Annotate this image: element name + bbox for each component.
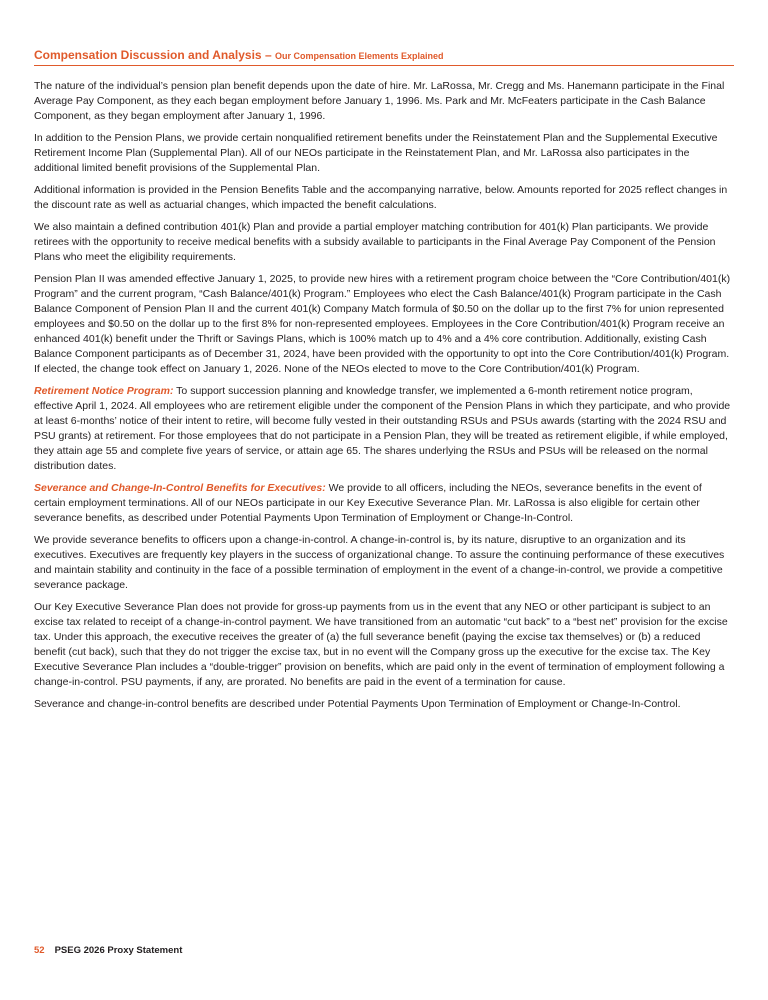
header-separator: – xyxy=(261,48,275,62)
paragraph-severance xyxy=(34,481,734,526)
paragraph-text: Our Key Executive Severance Plan does not provide for gross-up payments from us in the event that any NEO or other participant is subject to an excise tax related to receipt of a change-in-control payment. We have transitioned from an automatic “cut back” to a “best net” provision for the excise tax. Under this approach, the executive receives the greater of (a) the full severance benefit (paying the excise tax themselves) or (b) a reduced benefit (cut back), such that they do not trigger the excise tax, but in no event will the Company gross up the executive for the excise tax. The Key Executive Severance Plan includes a “double-trigger” provision on benefits, which are paid only in the event of termination of employment following a change-in-control. PSU payments, if any, are prorated. No benefits are paid in the event of a termination for cause. xyxy=(34,601,728,688)
paragraph-text: The nature of the individual’s pension plan benefit depends upon the date of hire. Mr. LaRossa, Mr. Cregg and Ms. Hanemann participate in the Final Average Pay Component, as they each began employment before January 1, 1996. Ms. Park and Mr. McFeaters participate in the Cash Balance Component, as they began employment after January 1, 1996. xyxy=(34,80,725,122)
paragraph-text: We provide to all officers, including the NEOs, severance benefits in the event of certain employment terminations. All of our NEOs participate in our Key Executive Severance Plan. Mr. LaRossa is also eligible for certain other severance benefits, as described under Potential Payments Upon Termination of Employment or Change-In-Control. xyxy=(34,482,702,524)
header-title: Compensation Discussion and Analysis xyxy=(34,48,262,62)
paragraph-pension-plan-ii xyxy=(34,272,734,377)
paragraph-change-in-control xyxy=(34,533,734,593)
paragraph-nonqualified-plans xyxy=(34,131,734,176)
paragraph-401k xyxy=(34,220,734,265)
paragraph-additional-info xyxy=(34,183,734,213)
paragraph-text: Additional information is provided in the Pension Benefits Table and the accompanying narrative, below. Amounts reported for 2025 reflect changes in the discount rate as well as actuarial changes, which impacted the benefit calculations. xyxy=(34,184,728,211)
paragraph-text: We also maintain a defined contribution 401(k) Plan and provide a partial employer matching contribution for 401(k) Plan participants. We provide retirees with the opportunity to receive medical benefits with a subsidy available to participants in the Final Average Pay Component of the Pension Plans who meet the eligibility requirements. xyxy=(34,221,716,263)
page-title xyxy=(34,44,734,63)
header-subtitle: Our Compensation Elements Explained xyxy=(274,51,444,61)
body-content xyxy=(34,79,734,719)
section-header xyxy=(34,44,734,66)
paragraph-text: In addition to the Pension Plans, we provide certain nonqualified retirement benefits under the Reinstatement Plan and the Supplemental Executive Retirement Income Plan (Supplemental Plan). All of our NEOs participate in the Reinstatement Plan, and Mr. LaRossa also participates in the additional limited benefit provisions of the Supplemental Plan. xyxy=(34,132,718,174)
document-title: PSEG 2026 Proxy Statement xyxy=(54,945,183,956)
page-footer xyxy=(34,945,182,956)
paragraph-pension-eligibility xyxy=(34,79,734,124)
page-number: 52 xyxy=(34,945,45,956)
paragraph-lead: Severance and Change-In-Control Benefits for Executives: xyxy=(34,482,326,494)
paragraph-excise-tax xyxy=(34,600,734,690)
paragraph-lead: Retirement Notice Program: xyxy=(34,385,174,397)
paragraph-retirement-notice xyxy=(34,384,734,474)
paragraph-text: Severance and change-in-control benefits are described under Potential Payments Upon Termination of Employment or Change-In-Control. xyxy=(34,698,681,710)
paragraph-text: To support succession planning and knowledge transfer, we implemented a 6-month retirement notice program, effective April 1, 2024. All employees who are retirement eligible under the component of the Pension Plans in which they participate, and who provide at least 6-months’ notice of their intent to retire, will become fully vested in their outstanding RSUs and PSUs awards (starting with the 2024 RSU and PSU grants) at retirement. For those employees that do not participate in a Pension Plan, they will be treated as retirement eligible, if while employed, they attain age 55 and complete five years of service, or attain age 65. The shares underlying the RSUs and PSUs will be released on the normal distribution dates. xyxy=(34,385,731,472)
paragraph-closing xyxy=(34,697,734,712)
paragraph-text: We provide severance benefits to officers upon a change-in-control. A change-in-control is, by its nature, disruptive to an organization and its executives. Executives are frequently key players in the success of organizational change. To assure the continuing performance of these executives and maintain stability and continuity in the face of a possible termination of employment in the event of a change-in-control, we provide a competitive severance package. xyxy=(34,534,725,591)
paragraph-text: Pension Plan II was amended effective January 1, 2025, to provide new hires with a retirement program choice between the “Core Contribution/401(k) Program” and the current program, “Cash Balance/401(k) Program.” Employees who elect the Cash Balance/401(k) Program participate in the Cash Balance Component of Pension Plan II and the current 401(k) Company Match formula of $0.50 on the dollar up to the first 7% for union represented employees and $0.50 on the dollar up to the first 8% for non-represented employees. Employees in the Core Contribution/401(k) Program receive an enhanced 401(k) benefit under the Thrift or Savings Plans, which is 100% match up to 4% and a 4% core contribution. Additionally, existing Cash Balance Component participants as of December 31, 2024, have been provided with the opportunity to opt into the Core Contribution/401(k) Program. If elected, the change took effect on January 1, 2026. None of the NEOs elected to move to the Core Contribution/401(k) Program. xyxy=(34,273,731,375)
